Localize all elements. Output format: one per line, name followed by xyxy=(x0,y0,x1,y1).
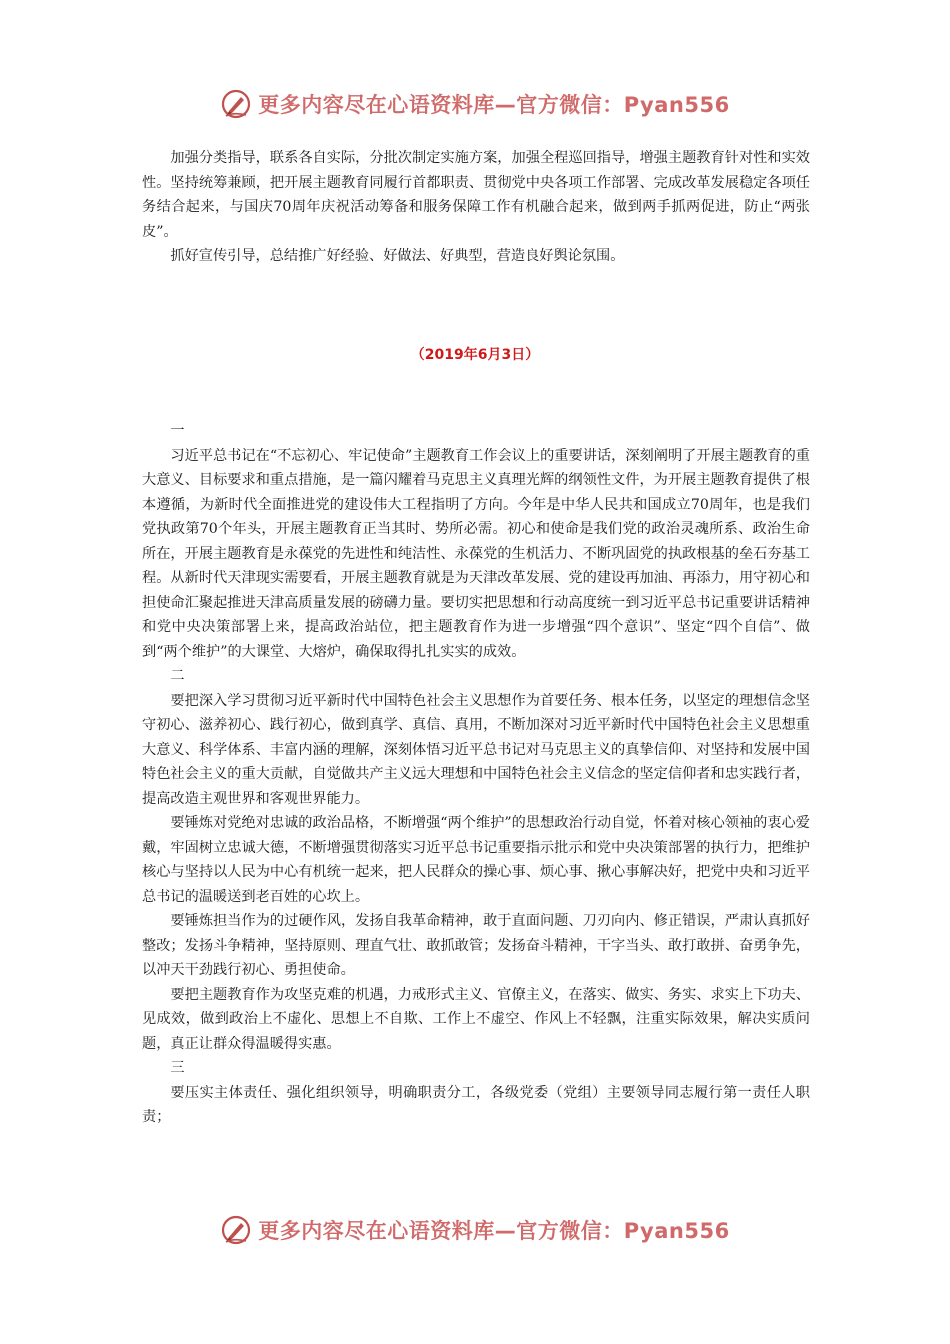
watermark-text: 更多内容尽在心语资料库—官方微信：Pyan556 xyxy=(258,1219,730,1243)
paragraph: 要把主题教育作为攻坚克难的机遇，力戒形式主义、官僚主义，在落实、做实、务实、求实上下功夫、见成效，做到政治上不虚化、思想上不自欺、工作上不虚空、作风上不轻飘，注重实际效果，解决实质问题，真正让群众得温暖得实惠。 xyxy=(142,986,810,1052)
date-line: （2019年6月3日） xyxy=(410,347,540,363)
watermark-text: 更多内容尽在心语资料库—官方微信：Pyan556 xyxy=(258,93,730,117)
section-heading: 一 xyxy=(170,423,185,439)
paragraph: 习近平总书记在“不忘初心、牢记使命”主题教育工作会议上的重要讲话，深刻阐明了开展主题教育的重大意义、目标要求和重点措施，是一篇闪耀着马克思主义真理光辉的纲领性文件，为开展主题教育提供了根本遵循，为新时代全面推进党的建设伟大工程指明了方向。今年是中华人民共和国成立70周年，也是我们党执政第70个年头，开展主题教育正当其时、势所必需。初心和使命是我们党的政治灵魂所系、政治生命所在，开展主题教育是永葆党的先进性和纯洁性、永葆党的生机活力、不断巩固党的执政根基的垒石夯基工程。从新时代天津现实需要看，开展主题教育就是为天津改革发展、党的建设再加油、再添力，用守初心和担使命汇聚起推进天津高质量发展的磅礴力量。要切实把思想和行动高度统一到习近平总书记重要讲话精神和党中央决策部署上来，提高政治站位，把主题教育作为进一步增强“四个意识”、坚定“四个自信”、做到“两个维护”的大课堂、大熔炉，确保取得扎扎实实的成效。 xyxy=(142,447,810,660)
section-one xyxy=(142,419,810,664)
intro-block xyxy=(142,146,810,269)
section-three xyxy=(142,1056,810,1130)
paragraph: 加强分类指导，联系各自实际，分批次制定实施方案，加强全程巡回指导，增强主题教育针对性和实效性。坚持统筹兼顾，把开展主题教育同履行首都职责、贯彻党中央各项工作部署、完成改革发展稳定各项任务结合起来，与国庆70周年庆祝活动筹备和服务保障工作有机融合起来，做到两手抓两促进，防止“两张皮”。 xyxy=(142,150,810,240)
watermark-banner-top xyxy=(0,84,950,124)
paragraph: 要把深入学习贯彻习近平新时代中国特色社会主义思想作为首要任务、根本任务，以坚定的理想信念坚守初心、滋养初心、践行初心，做到真学、真信、真用，不断加深对习近平新时代中国特色社会主义思想重大意义、科学体系、丰富内涵的理解，深刻体悟习近平总书记对马克思主义的真挚信仰、对坚持和发展中国特色社会主义的重大贡献，自觉做共产主义远大理想和中国特色社会主义信念的坚定信仰者和忠实践行者，提高改造主观世界和客观世界能力。 xyxy=(142,692,810,807)
paragraph: 要锤炼担当作为的过硬作风，发扬自我革命精神，敢于直面问题、刀刃向内、修正错误，严肃认真抓好整改；发扬斗争精神，坚持原则、理直气壮、敢抓敢管；发扬奋斗精神，干字当头、敢打敢拼、奋勇争先，以冲天干劲践行初心、勇担使命。 xyxy=(142,913,810,978)
paragraph: 要锤炼对党绝对忠诚的政治品格，不断增强“两个维护”的思想政治行动自觉，怀着对核心领袖的衷心爱戴，牢固树立忠诚大德，不断增强贯彻落实习近平总书记重要指示批示和党中央决策部署的执行力，把维护核心与坚持以人民为中心有机统一起来，把人民群众的操心事、烦心事、揪心事解决好，把党中央和习近平总书记的温暖送到老百姓的心坎上。 xyxy=(142,815,810,905)
pen-logo-icon xyxy=(220,88,252,120)
pen-logo-icon xyxy=(220,1214,252,1246)
paragraph: 要压实主体责任、强化组织领导，明确职责分工，各级党委（党组）主要领导同志履行第一责任人职责； xyxy=(142,1084,810,1125)
section-heading: 二 xyxy=(170,668,185,684)
paragraph: 抓好宣传引导，总结推广好经验、好做法、好典型，营造良好舆论氛围。 xyxy=(170,248,625,264)
section-heading: 三 xyxy=(170,1060,185,1076)
main-body xyxy=(142,419,810,1130)
section-two xyxy=(142,664,810,1056)
watermark-banner-bottom xyxy=(0,1210,950,1250)
